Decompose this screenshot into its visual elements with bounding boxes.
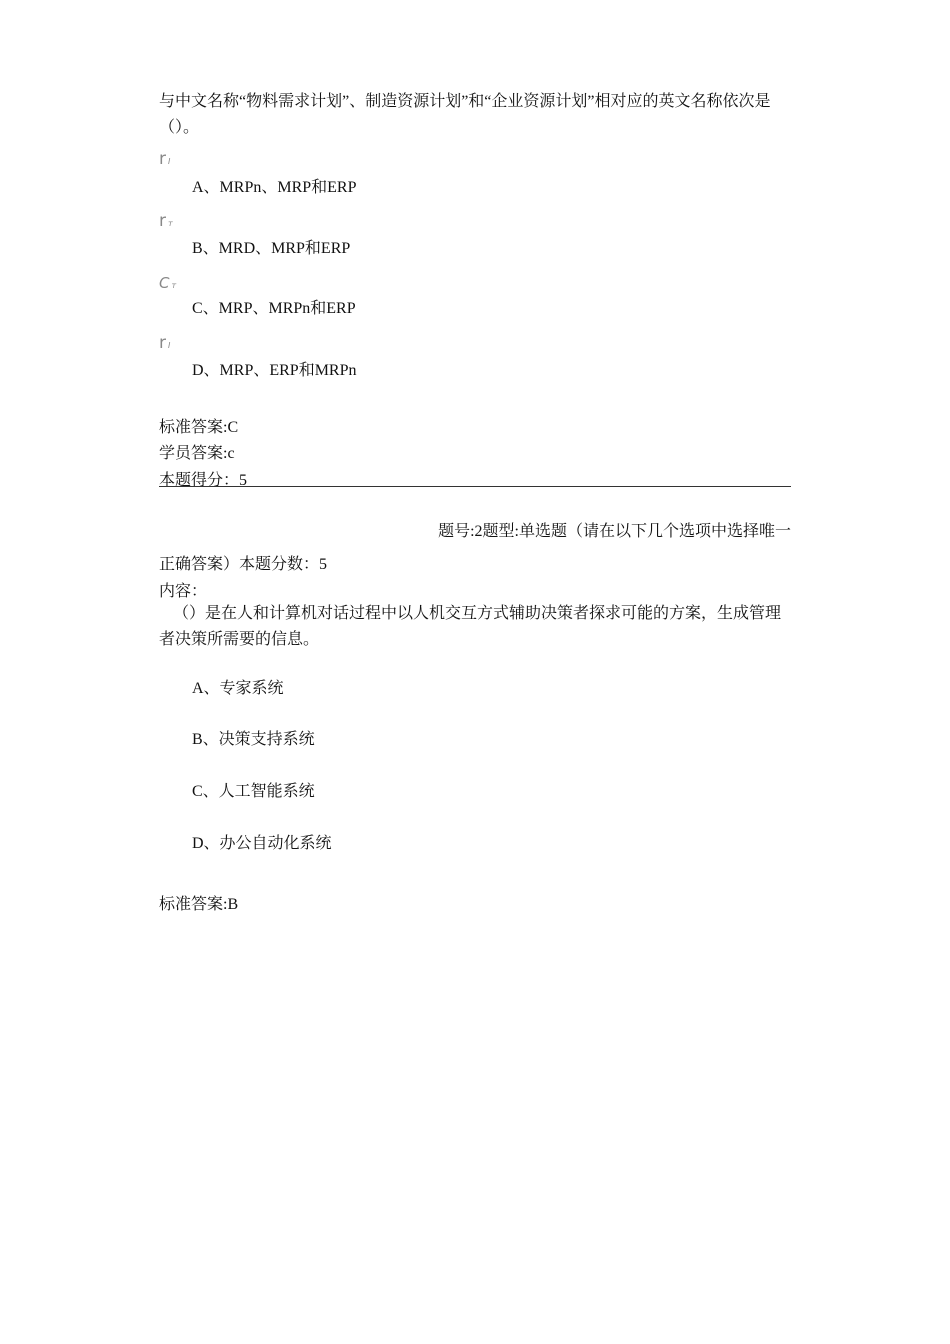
radio-icon: r xyxy=(159,149,166,169)
radio-selected-icon: C xyxy=(159,274,170,292)
q1-score: 本题得分：5 xyxy=(159,472,248,489)
q1-option-a: A、MRPn、MRP和ERP xyxy=(192,179,357,196)
q2-header-continued: 正确答案）本题分数：5 xyxy=(159,556,328,573)
question-divider xyxy=(159,486,791,487)
q2-option-d: D、办公自动化系统 xyxy=(192,835,332,852)
radio-icon: r xyxy=(159,333,166,353)
q2-option-a: A、专家系统 xyxy=(192,680,284,697)
q2-standard-answer: 标准答案:B xyxy=(159,896,239,913)
radio-subscript: I xyxy=(168,341,171,350)
radio-subscript: I xyxy=(168,157,171,166)
radio-icon: r xyxy=(159,211,166,231)
radio-subscript: т xyxy=(168,219,173,228)
q1-stem: 与中文名称“物料需求计划”、制造资源计划”和“企业资源计划”相对应的英文名称依次是（）。 xyxy=(159,93,771,136)
q1-option-c: C、MRP、MRPn和ERP xyxy=(192,300,356,317)
q1-option-b: B、MRD、MRP和ERP xyxy=(192,240,351,257)
q1-option-b-radio[interactable] xyxy=(159,211,173,231)
q2-content-label: 内容： xyxy=(159,583,208,600)
radio-subscript: т xyxy=(171,281,177,290)
q1-option-d-radio[interactable] xyxy=(159,333,170,353)
q1-option-d: D、MRP、ERP和MRPn xyxy=(192,362,357,379)
q1-option-c-radio[interactable] xyxy=(159,273,176,292)
q2-stem: （）是在人和计算机对话过程中以人机交互方式辅助决策者探求可能的方案，生成管理者决策所需要的信息。 xyxy=(159,605,782,648)
q1-student-answer: 学员答案:c xyxy=(159,445,235,462)
q1-standard-answer: 标准答案:C xyxy=(159,419,239,436)
q2-option-c: C、人工智能系统 xyxy=(192,783,315,800)
q1-option-a-radio[interactable] xyxy=(159,149,170,169)
q2-option-b: B、决策支持系统 xyxy=(192,731,315,748)
q2-header: 题号:2题型:单选题（请在以下几个选项中选择唯一 xyxy=(438,523,791,540)
